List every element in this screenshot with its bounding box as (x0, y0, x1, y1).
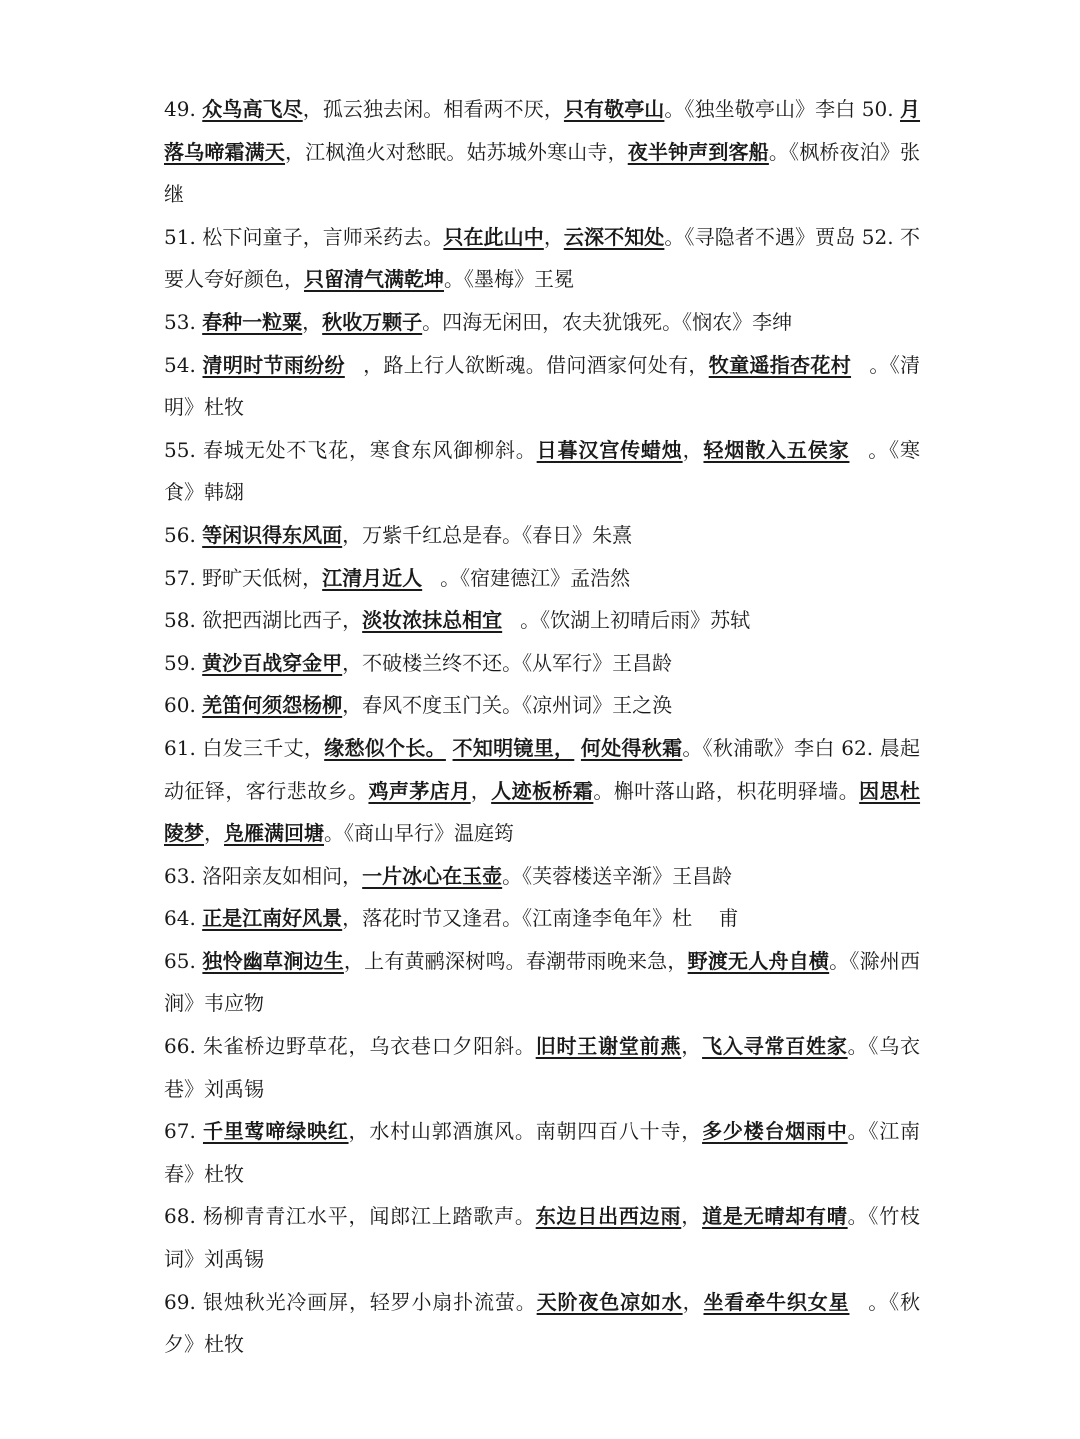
underlined-key-line: 一片冰心在玉壶 (362, 863, 503, 888)
poem-entry (164, 301, 920, 344)
poem-text: 66. 朱雀桥边野草花，乌衣巷口夕阳斜。 (164, 1034, 536, 1059)
poem-text: 58. 欲把西湖比西子， (164, 608, 363, 633)
poem-text: ，春风不度玉门关。《凉州词》王之涣 (342, 693, 673, 718)
poem-entry (164, 1110, 920, 1195)
poem-entry (164, 940, 920, 1025)
underlined-key-line: 夜半钟声到客船 (627, 139, 769, 164)
poem-entry (164, 514, 920, 557)
underlined-key-line: 只在此山中 (443, 224, 544, 249)
poem-text: ， (682, 1289, 704, 1314)
underlined-key-line: 鸡声茅店月 (368, 778, 471, 803)
poem-text: ， (543, 224, 564, 249)
poem-text: ， (302, 309, 323, 334)
poem-text: ，路上行人欲断魂。借问酒家何处有， (362, 352, 709, 377)
poem-text (446, 736, 453, 760)
poem-text: 60. (164, 693, 203, 718)
poem-text: 53. (164, 309, 203, 334)
poem-text: 59. (164, 650, 203, 675)
underlined-key-line: 清明时节雨纷纷 (202, 352, 345, 377)
underlined-key-line: 只留清气满乾坤 (304, 267, 444, 292)
poem-entry (164, 1195, 920, 1280)
poem-text (574, 736, 581, 760)
poem-text: 。四海无闲田，农夫犹饿死。《悯农》李绅 (422, 309, 793, 334)
underlined-key-line: 月落乌啼霜满天 (164, 97, 921, 164)
underlined-key-line: 天阶夜色凉如水 (536, 1289, 683, 1314)
poem-text: 。《寒食》韩翃 (164, 437, 921, 505)
poem-text: 64. (164, 906, 203, 931)
poem-text: ， (470, 778, 492, 803)
poem-text: ，不破楼兰终不还。《从军行》王昌龄 (342, 650, 673, 675)
underlined-key-line: 坐看牵牛织女星 (703, 1289, 850, 1314)
underlined-key-line: 春种一粒粟 (202, 309, 303, 334)
poem-text: 。《竹枝词》刘禹锡 (164, 1204, 921, 1272)
poem-text: 61. 白发三千丈， (164, 735, 325, 760)
poem-text: 。《乌衣巷》刘禹锡 (164, 1034, 921, 1101)
poem-entry (164, 557, 920, 600)
underlined-key-line: 人迹板桥霜 (491, 778, 594, 803)
poem-text: ， (682, 437, 704, 462)
poem-text: 55. 春城无处不飞花，寒食东风御柳斜。 (164, 437, 537, 462)
poem-entry (164, 1281, 920, 1366)
underlined-key-line: 不知明镜里， (452, 735, 575, 760)
underlined-key-line: 道是无晴却有晴 (702, 1204, 848, 1229)
poem-text: 。《清明》杜牧 (164, 352, 921, 420)
poem-entry (164, 1025, 920, 1110)
underlined-key-line: 独怜幽草涧边生 (202, 948, 344, 973)
underlined-key-line: 缘愁似个长。 (324, 735, 446, 760)
poem-entry (164, 599, 920, 642)
poem-entry (164, 642, 920, 685)
poem-text: ， (204, 821, 224, 846)
poem-text: 。《宿建德江》孟浩然 (440, 565, 631, 590)
poem-text: 68. 杨柳青青江水平，闻郎江上踏歌声。 (164, 1204, 536, 1229)
poem-entry (164, 897, 920, 940)
underlined-key-line: 羌笛何须怨杨柳 (202, 693, 343, 718)
poem-text: 。槲叶落山路，枳花明驿墙。 (593, 778, 860, 803)
poem-text: 69. 银烛秋光冷画屏，轻罗小扇扑流萤。 (164, 1289, 537, 1314)
poem-text: ，水村山郭酒旗风。南朝四百八十寺， (348, 1119, 703, 1144)
poem-text: ，万紫千红总是春。《春日》朱熹 (342, 522, 633, 547)
underlined-key-line: 轻烟散入五侯家 (703, 437, 850, 462)
poem-text: ，落花时节又逢君。《江南逢李龟年》杜 甫 (342, 906, 739, 931)
underlined-key-line: 等闲识得东风面 (202, 522, 343, 547)
poem-text: 。《独坐敬亭山》李白 50. (664, 97, 901, 121)
poem-text: ，孤云独去闲。相看两不厌， (302, 97, 564, 121)
poem-text: 。《饮湖上初晴后雨》苏轼 (520, 608, 751, 633)
underlined-key-line: 野渡无人舟自横 (687, 948, 830, 973)
underlined-key-line: 千里莺啼绿映红 (202, 1119, 349, 1144)
poem-text: 54. (164, 352, 203, 377)
underlined-key-line: 云深不知处 (563, 224, 665, 249)
poem-text: ， (681, 1204, 703, 1229)
underlined-key-line: 旧时王谢堂前燕 (535, 1034, 682, 1059)
underlined-key-line: 何处得秋霜 (580, 735, 683, 760)
poem-entry (164, 684, 920, 727)
poem-text: 57. 野旷天低树， (164, 565, 323, 590)
poem-list (164, 88, 920, 1366)
poem-text: 。《江南春》杜牧 (164, 1119, 921, 1186)
poem-text: 。《墨梅》王冕 (444, 267, 574, 292)
poem-text: 67. (164, 1119, 203, 1144)
poem-text: 65. (164, 948, 203, 973)
poem-text: ， (681, 1034, 703, 1059)
poem-text: 63. 洛阳亲友如相问， (164, 863, 363, 888)
underlined-key-line: 东边日出西边雨 (535, 1204, 682, 1229)
poem-text: 。《滁州西涧》韦应物 (164, 948, 921, 1016)
poem-text: 。《秋浦歌》李白 62. 晨起动征铎，客行悲故乡。 (164, 735, 921, 803)
underlined-key-line: 秋收万颗子 (322, 309, 423, 334)
underlined-key-line: 正是江南好风景 (202, 906, 343, 931)
underlined-key-line: 凫雁满回塘 (224, 821, 324, 846)
poem-text: 51. 松下问童子，言师采药去。 (164, 224, 444, 249)
poem-text: 56. (164, 522, 203, 547)
underlined-key-line: 只有敬亭山 (563, 97, 665, 121)
poem-entry (164, 216, 920, 301)
poem-text: 。《商山早行》温庭筠 (324, 821, 514, 846)
poem-text: 。《芙蓉楼送辛渐》王昌龄 (502, 863, 733, 888)
underlined-key-line: 江清月近人 (322, 565, 423, 590)
poem-entry (164, 855, 920, 898)
poem-text: ，江枫渔火对愁眠。姑苏城外寒山寺， (284, 139, 628, 164)
underlined-key-line: 黄沙百战穿金甲 (202, 650, 343, 675)
underlined-key-line: 牧童遥指杏花村 (708, 352, 852, 377)
underlined-key-line: 淡妆浓抹总相宜 (362, 608, 503, 633)
poem-text: 。《枫桥夜泊》张继 (164, 139, 921, 207)
poem-entry (164, 429, 920, 514)
poem-entry (164, 727, 920, 855)
poem-text: 。《秋夕》杜牧 (164, 1289, 921, 1357)
underlined-key-line: 因思杜陵梦 (164, 778, 921, 846)
underlined-key-line: 众鸟高飞尽 (202, 97, 303, 121)
poem-text: 49. (164, 97, 203, 121)
underlined-key-line: 多少楼台烟雨中 (702, 1119, 848, 1144)
poem-text: 。《寻隐者不遇》贾岛 52. 不要人夸好颜色， (164, 224, 921, 292)
poem-entry (164, 88, 920, 216)
poem-text: ，上有黄鹂深树鸣。春潮带雨晚来急， (343, 948, 688, 973)
underlined-key-line: 日暮汉宫传蜡烛 (536, 437, 683, 462)
underlined-key-line: 飞入寻常百姓家 (702, 1034, 848, 1059)
poem-entry (164, 344, 920, 429)
